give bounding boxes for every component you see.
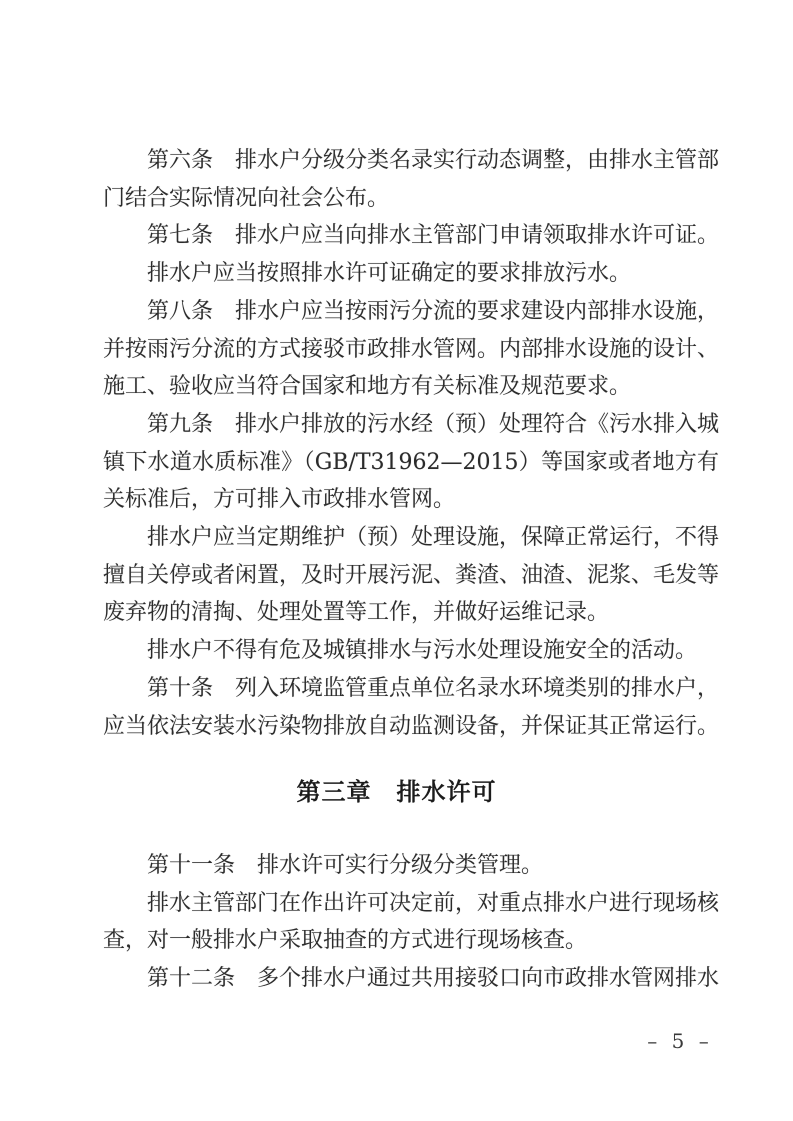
paragraph-article-7-continued: 排水户应当按照排水许可证确定的要求排放污水。	[147, 261, 632, 287]
paragraph-article-9-maintenance: 排水户应当定期维护（预）处理设施，保障正常运行，不得擅自关停或者闲置，及时开展污泥、粪渣、油渣、泥浆、毛发等废弃物的清掏、处理处置等工作，并做好运维记录。	[103, 525, 720, 626]
paragraph-article-9: 第九条 排水户排放的污水经（预）处理符合《污水排入城镇下水道水质标准》（GB/T31962—2015）等国家或者地方有关标准后，方可排入市政排水管网。	[103, 411, 720, 513]
paragraph-article-11-inspection: 排水主管部门在作出许可决定前，对重点排水户进行现场核查，对一般排水户采取抽查的方式进行现场核查。	[103, 890, 720, 954]
paragraph-article-10: 第十条 列入环境监管重点单位名录水环境类别的排水户，应当依法安装水污染物排放自动监测设备，并保证其正常运行。	[103, 675, 720, 739]
chapter-3-heading: 第三章 排水许可	[296, 778, 497, 806]
paragraph-article-8: 第八条 排水户应当按雨污分流的要求建设内部排水设施，并按雨污分流的方式接驳市政排水管网。内部排水设施的设计、施工、验收应当符合国家和地方有关标准及规范要求。	[103, 298, 720, 400]
page-number: – 5 –	[647, 1029, 713, 1053]
paragraph-article-9-safety: 排水户不得有危及城镇排水与污水处理设施安全的活动。	[147, 638, 698, 664]
section-articles-6-to-10	[103, 142, 719, 745]
paragraph-article-12: 第十二条 多个排水户通过共用接驳口向市政排水管网排水	[147, 966, 720, 992]
paragraph-article-6: 第六条 排水户分级分类名录实行动态调整，由排水主管部门结合实际情况向社会公布。	[103, 148, 720, 211]
paragraph-article-7: 第七条 排水户应当向排水主管部门申请领取排水许可证。	[147, 223, 720, 249]
paragraph-article-11: 第十一条 排水许可实行分级分类管理。	[147, 853, 544, 878]
section-articles-11-to-12	[103, 847, 719, 998]
